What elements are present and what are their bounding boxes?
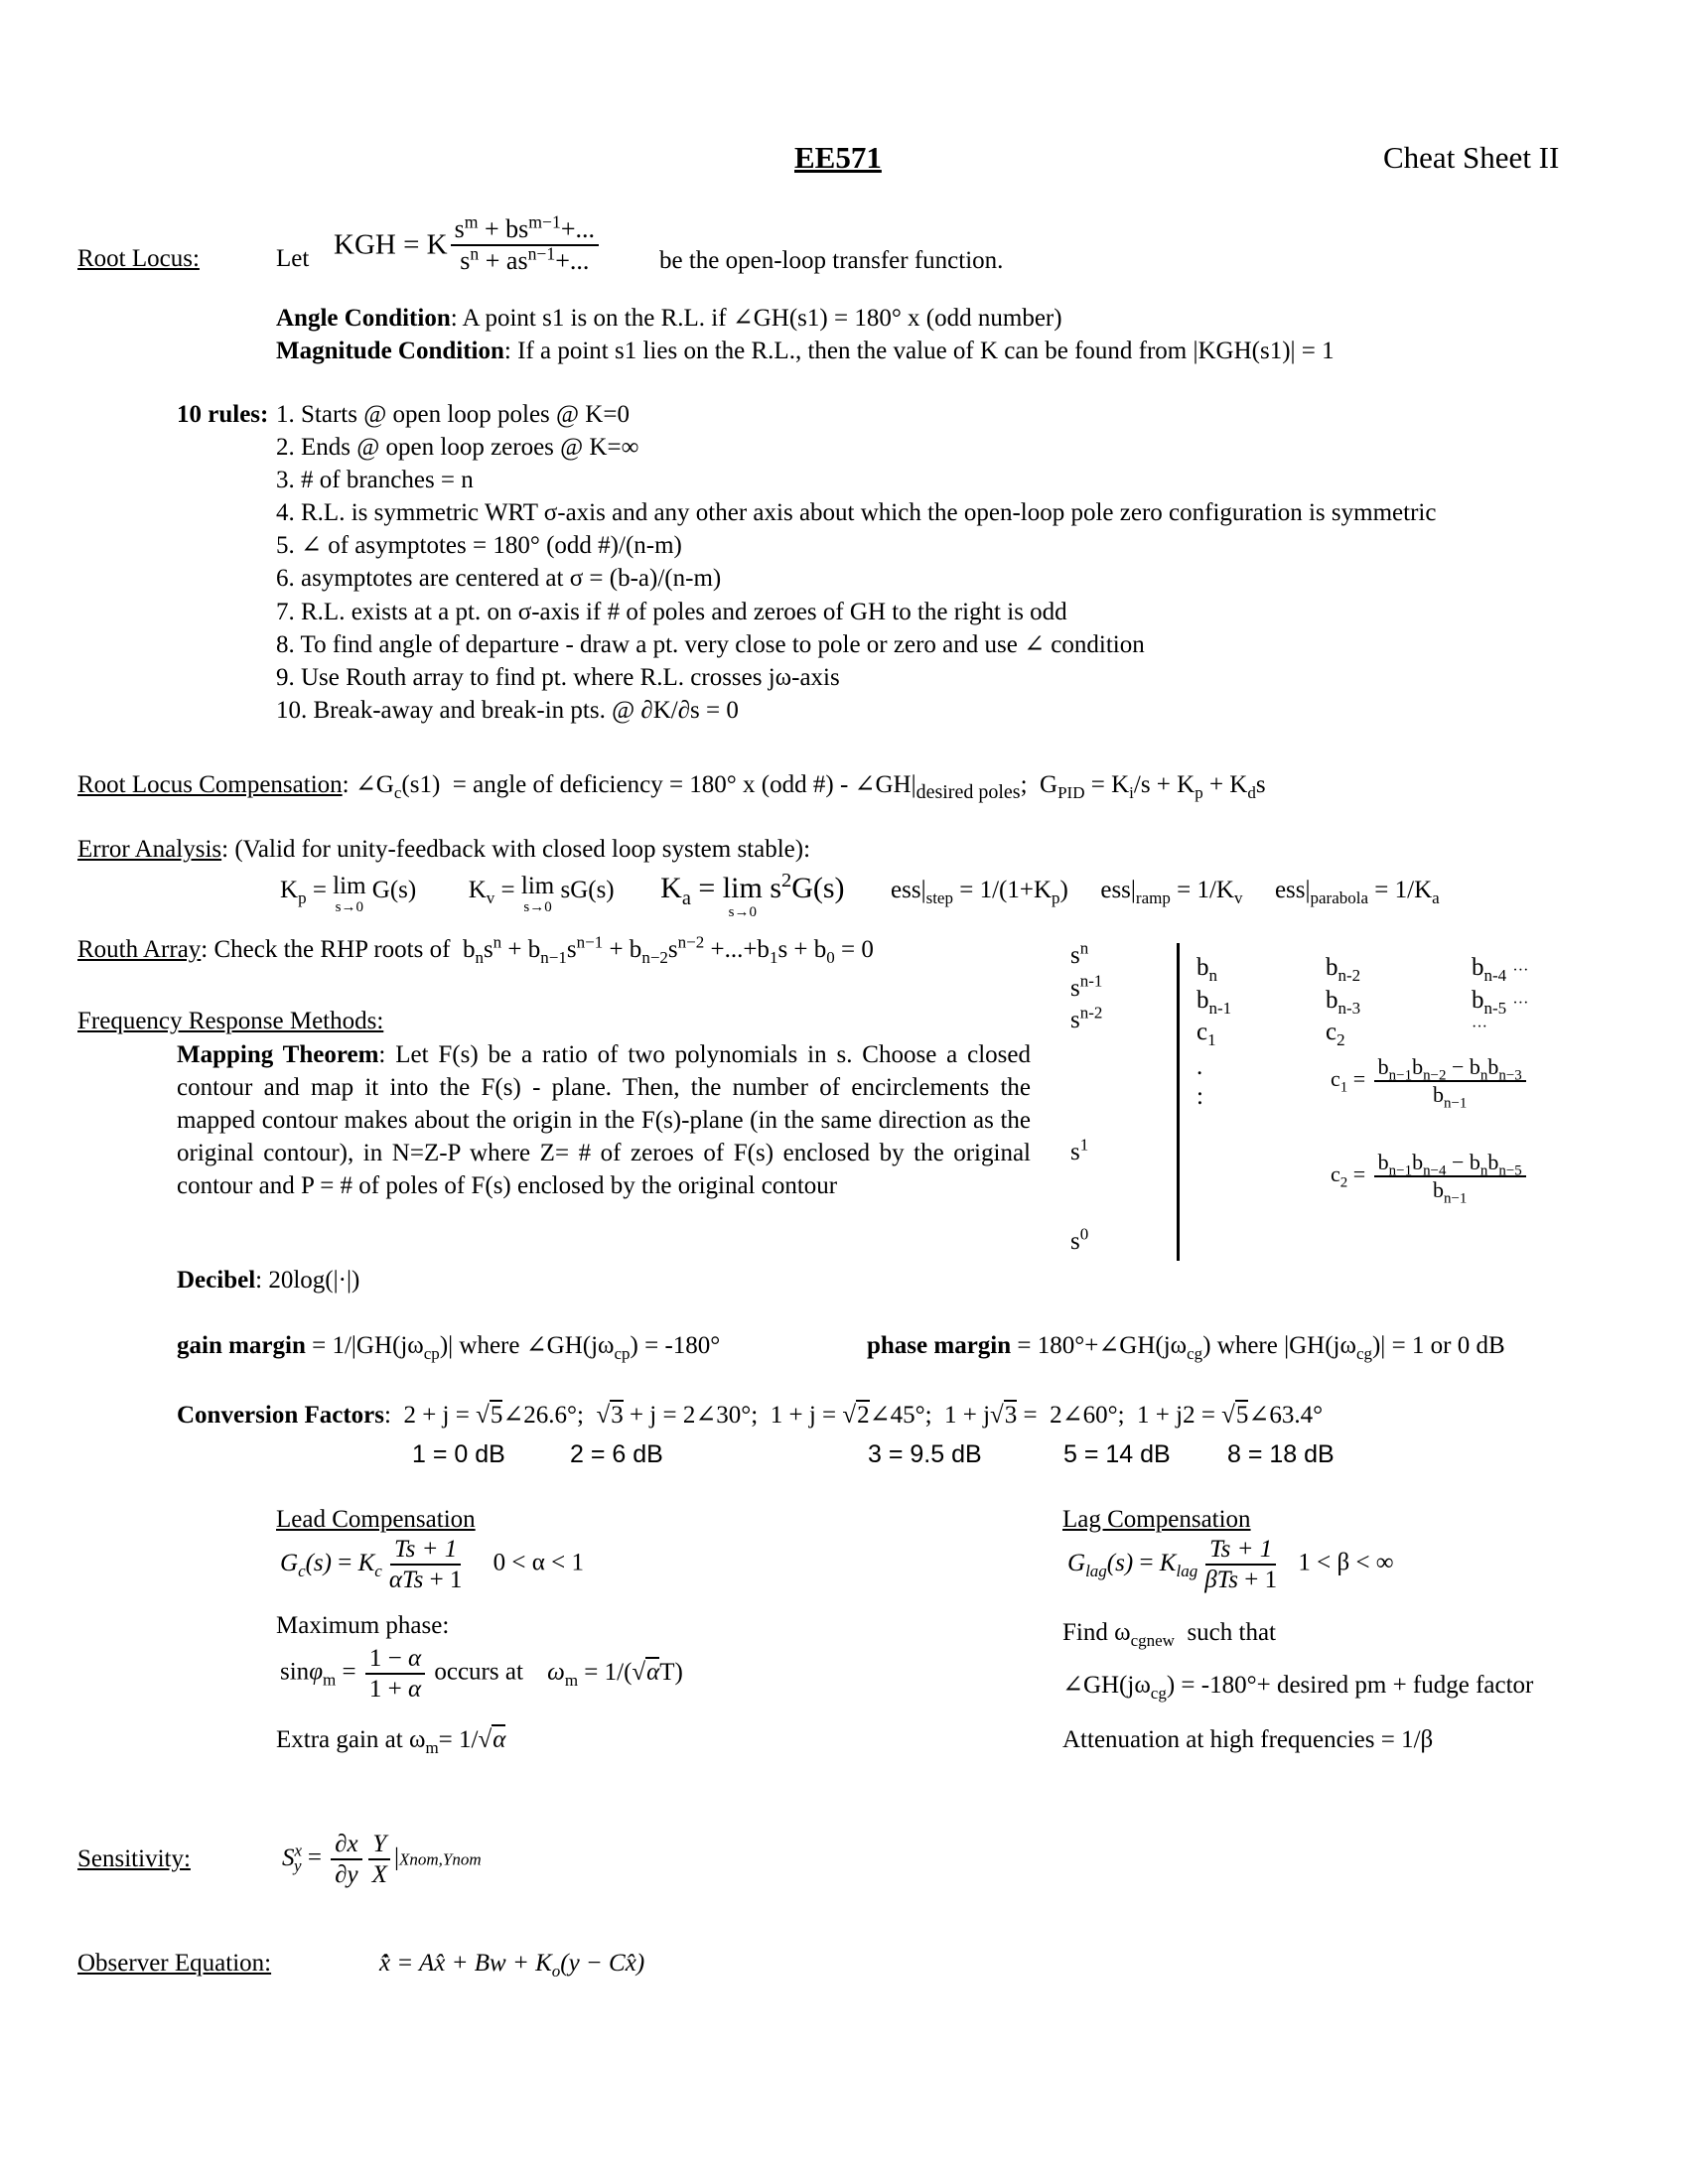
error-constants bbox=[280, 870, 1440, 920]
rule-4: 4. R.L. is symmetric WRT σ-axis and any other axis about which the open-loop pole zero configuration is symmetric bbox=[276, 499, 1437, 526]
db-value-3: 3 = 9.5 dB bbox=[868, 1440, 982, 1468]
ess-step: $ess|_{step} = 1/(1+K_p)$ bbox=[891, 877, 1068, 907]
ess-parabola: $ess|_{parabola} = 1/K_a$ bbox=[1274, 877, 1440, 907]
mapping-theorem-label: Mapping Theorem bbox=[177, 1041, 379, 1068]
rl-compensation-label: Root Locus Compensation bbox=[77, 771, 343, 798]
rules-label: 10 rules: bbox=[177, 401, 269, 428]
lag-attenuation: Attenuation at high frequencies = 1/β bbox=[1062, 1726, 1434, 1753]
ess-ramp: $ess|_{ramp} = 1/K_v$ bbox=[1100, 877, 1243, 907]
conversion-2: √3 + j = 2∠30°; bbox=[596, 1402, 759, 1429]
db-value-1: 1 = 0 dB bbox=[412, 1440, 505, 1468]
routh-c2-r3: $c_2$ bbox=[1326, 1019, 1345, 1049]
db-value-4: 5 = 14 dB bbox=[1063, 1440, 1171, 1468]
observer-label: Observer Equation: bbox=[77, 1950, 272, 1977]
mapping-theorem-text: : Let F(s) be a ratio of two polynomials in s. Choose a closed contour and map it into the F(s) - plane. Then, the number of encirclements the mapped contour makes about the origin in the F(s)-plane (in the same direction as the original contour), in N=Z-P where Z= # of zeroes of F(s) enclosed by the original contour and P = # of poles of F(s) enclosed by the original contour bbox=[177, 1041, 1031, 1199]
routh-c2-r2: $b_{n-3}$ bbox=[1326, 987, 1361, 1018]
conversion-5: 1 + j2 = √5∠63.4° bbox=[1137, 1402, 1324, 1429]
routh-c1-r2: $b_{n-1}$ bbox=[1196, 987, 1232, 1018]
course-title: EE571 bbox=[794, 140, 882, 175]
magnitude-condition bbox=[276, 339, 1335, 363]
routh-array bbox=[77, 932, 874, 967]
lead-occurs: occurs at bbox=[434, 1658, 523, 1686]
lag-range: 1 < β < ∞ bbox=[1298, 1549, 1394, 1576]
observer-formula: x̂̇ = Ax̂ + $Bw + K_o(y$ − Cx̂) bbox=[379, 1950, 645, 1980]
sheet-title: Cheat Sheet II bbox=[1383, 140, 1560, 175]
routh-array-label: Routh Array bbox=[77, 936, 202, 963]
gain-margin-label: gain margin bbox=[177, 1332, 306, 1359]
lead-formula: $G_c(s) = K_c$ $\frac{Ts + 1}{\text{αTs + 1}}$ 0 < α < 1 bbox=[280, 1536, 584, 1593]
kgh-equation bbox=[334, 211, 602, 275]
kgh-description: be the open-loop transfer function. bbox=[659, 247, 1004, 274]
routh-row-s1: $s^1$ bbox=[1070, 1135, 1089, 1165]
sensitivity-formula: $S^x_y$ = $\frac{\partial x}{\partial y}$ $\frac{Y}{X}$ |Xnom,Ynom bbox=[282, 1831, 482, 1888]
routh-polynomial: $b_ns^n + b_{n-1}s^{n-1} + b_{n-2}s^{n-2} +...+b_1s + b_0 = 0$ bbox=[456, 932, 874, 967]
error-analysis-label: Error Analysis bbox=[77, 836, 222, 863]
conversion-factors: Conversion Factors: 2 + j = √5∠26.6°; √3 + j = 2∠30°; 1 + j = √2∠45°; 1 + j√3 = 2∠60°; 1 + j2 = √5∠63.4° bbox=[177, 1402, 1324, 1429]
routh-c3-r2: $b_{n-5}$ ··· bbox=[1472, 987, 1529, 1018]
conversion-1: 2 + j = √5∠26.6°; bbox=[403, 1402, 584, 1429]
angle-condition-text: : A point s1 is on the R.L. if ∠GH(s1) = 180° x (odd number) bbox=[450, 305, 1062, 332]
mapping-theorem bbox=[177, 1038, 1031, 1202]
routh-c2-r1: $b_{n-2}$ bbox=[1326, 954, 1361, 985]
conversion-4: 1 + j√3 = 2∠60°; bbox=[944, 1402, 1125, 1429]
rule-7: 7. R.L. exists at a pt. on σ-axis if # of poles and zeroes of GH to the right is odd bbox=[276, 599, 1067, 625]
routh-row-s0: $s^0$ bbox=[1070, 1224, 1089, 1255]
kgh-fraction: $\frac{s^m + bs^{m-1}+...}{s^n + as^{n-1}+...}$ bbox=[451, 216, 599, 274]
kgh-lhs: KGH = K bbox=[334, 228, 448, 261]
lead-max-phase: Maximum phase: bbox=[276, 1612, 450, 1639]
c2-formula: $c_2$ = $\frac{b_{n-1}b_{n-4} - b_nb_{n-5}}{b_{n-1}}$ bbox=[1331, 1152, 1529, 1201]
magnitude-condition-label: Magnitude Condition bbox=[276, 338, 504, 364]
routh-vdots: . : bbox=[1196, 1053, 1203, 1110]
routh-array-text: : Check the RHP roots of bbox=[201, 936, 451, 963]
db-value-2: 2 = 6 dB bbox=[570, 1440, 663, 1468]
error-analysis-text: : (Valid for unity-feedback with closed loop system stable): bbox=[221, 836, 811, 863]
lag-angle: $\angle GH(j\omega_{cg}) = -180^\circ+$ desired pm + fudge factor bbox=[1062, 1672, 1534, 1703]
rule-3: 3. # of branches = n bbox=[276, 467, 474, 493]
routh-c3-r1: $b_{n-4}$ ··· bbox=[1472, 954, 1529, 985]
kp-formula: $K_p$ = lim s→0 G(s) bbox=[280, 873, 417, 915]
gain-margin: gain margin = $1/|GH(j\omega_{cp})|$ where $\angle GH(j\omega_{cp}) = -180^\circ$ bbox=[177, 1332, 721, 1363]
phase-margin-label: phase margin bbox=[867, 1332, 1012, 1359]
rule-9: 9. Use Routh array to find pt. where R.L. crosses jω-axis bbox=[276, 664, 840, 691]
decibel-text: : 20log(|·|) bbox=[255, 1267, 360, 1294]
lead-sin-formula: sinφ$_m$ = $\frac{1 - \alpha}{1 + \alpha}$ occurs at $\omega_m = 1/(√\alpha T)$ bbox=[280, 1645, 683, 1703]
kv-formula: $K_v$ = lim s→0 sG(s) bbox=[468, 873, 615, 915]
sensitivity-label: Sensitivity: bbox=[77, 1845, 191, 1872]
rule-2: 2. Ends @ open loop zeroes @ K=∞ bbox=[276, 434, 639, 461]
magnitude-condition-text: : If a point s1 lies on the R.L., then the value of K can be found from |KGH(s1)| = 1 bbox=[503, 338, 1335, 364]
lag-formula: $G_{lag}(s) = K_{lag}$ $\frac{Ts + 1}{\text{βTs + 1}}$ 1 < β < ∞ bbox=[1067, 1536, 1394, 1593]
routh-c3-r3: ··· bbox=[1472, 1019, 1487, 1035]
error-analysis bbox=[77, 837, 810, 862]
rl-compensation: Root Locus Compensation: $\angle G_c(s1)$ = angle of deficiency = 180° x (odd #) - $\angle GH|_{desired poles}$; $G_{PID} = K_i/s + K_p + K_ds$ bbox=[77, 771, 1266, 803]
routh-row-sn1: $s^{n-1}$ bbox=[1070, 971, 1103, 1002]
lead-range: 0 < α < 1 bbox=[492, 1549, 584, 1576]
conversion-factors-label: Conversion Factors bbox=[177, 1402, 384, 1429]
routh-c1-r1: $b_n$ bbox=[1196, 954, 1217, 985]
decibel-label: Decibel bbox=[177, 1267, 256, 1294]
lead-compensation-title: Lead Compensation bbox=[276, 1506, 476, 1533]
db-value-5: 8 = 18 dB bbox=[1227, 1440, 1335, 1468]
c1-formula: $c_1$ = $\frac{b_{n-1}b_{n-2} - b_nb_{n-3}}{b_{n-1}}$ bbox=[1331, 1056, 1529, 1106]
lag-find: Find $\omega_{cgnew}$ such that bbox=[1062, 1619, 1277, 1650]
lag-compensation-title: Lag Compensation bbox=[1062, 1506, 1251, 1533]
routh-row-sn2: $s^{n-2}$ bbox=[1070, 1003, 1103, 1033]
frequency-response-heading: Frequency Response Methods: bbox=[77, 1008, 384, 1034]
sensitivity-subscript: Xnom,Ynom bbox=[398, 1849, 482, 1869]
phase-margin: phase margin = $180^\circ+\angle GH(j\omega_{cg})$ where $|GH(j\omega_{cg})| = 1$ or 0 dB bbox=[867, 1332, 1505, 1363]
routh-divider bbox=[1177, 943, 1180, 1261]
rule-6: 6. asymptotes are centered at σ = (b-a)/(n-m) bbox=[276, 565, 722, 592]
angle-condition-label: Angle Condition bbox=[276, 305, 451, 332]
rule-10: 10. Break-away and break-in pts. @ ∂K/∂s = 0 bbox=[276, 697, 739, 724]
rule-1: 1. Starts @ open loop poles @ K=0 bbox=[276, 401, 630, 428]
routh-c1-r3: $c_1$ bbox=[1196, 1019, 1216, 1049]
lead-omega-m: $\omega_m = 1/(√\alpha T)$ bbox=[547, 1658, 683, 1690]
routh-row-sn: $s^n$ bbox=[1070, 938, 1089, 969]
rule-5: 5. ∠ of asymptotes = 180° (odd #)/(n-m) bbox=[276, 532, 682, 559]
angle-condition bbox=[276, 306, 1062, 331]
conversion-3: 1 + j = √2∠45°; bbox=[770, 1402, 932, 1429]
root-locus-let: Let bbox=[276, 245, 310, 272]
rule-8: 8. To find angle of departure - draw a pt. very close to pole or zero and use ∠ condition bbox=[276, 631, 1145, 658]
decibel bbox=[177, 1268, 359, 1293]
ka-formula: $K_a$ = lim s→0 $s^2G(s)$ bbox=[660, 870, 845, 920]
lead-extra-gain: Extra gain at $\omega_m= 1/√\alpha$ bbox=[276, 1726, 506, 1757]
root-locus-heading: Root Locus: bbox=[77, 245, 200, 272]
